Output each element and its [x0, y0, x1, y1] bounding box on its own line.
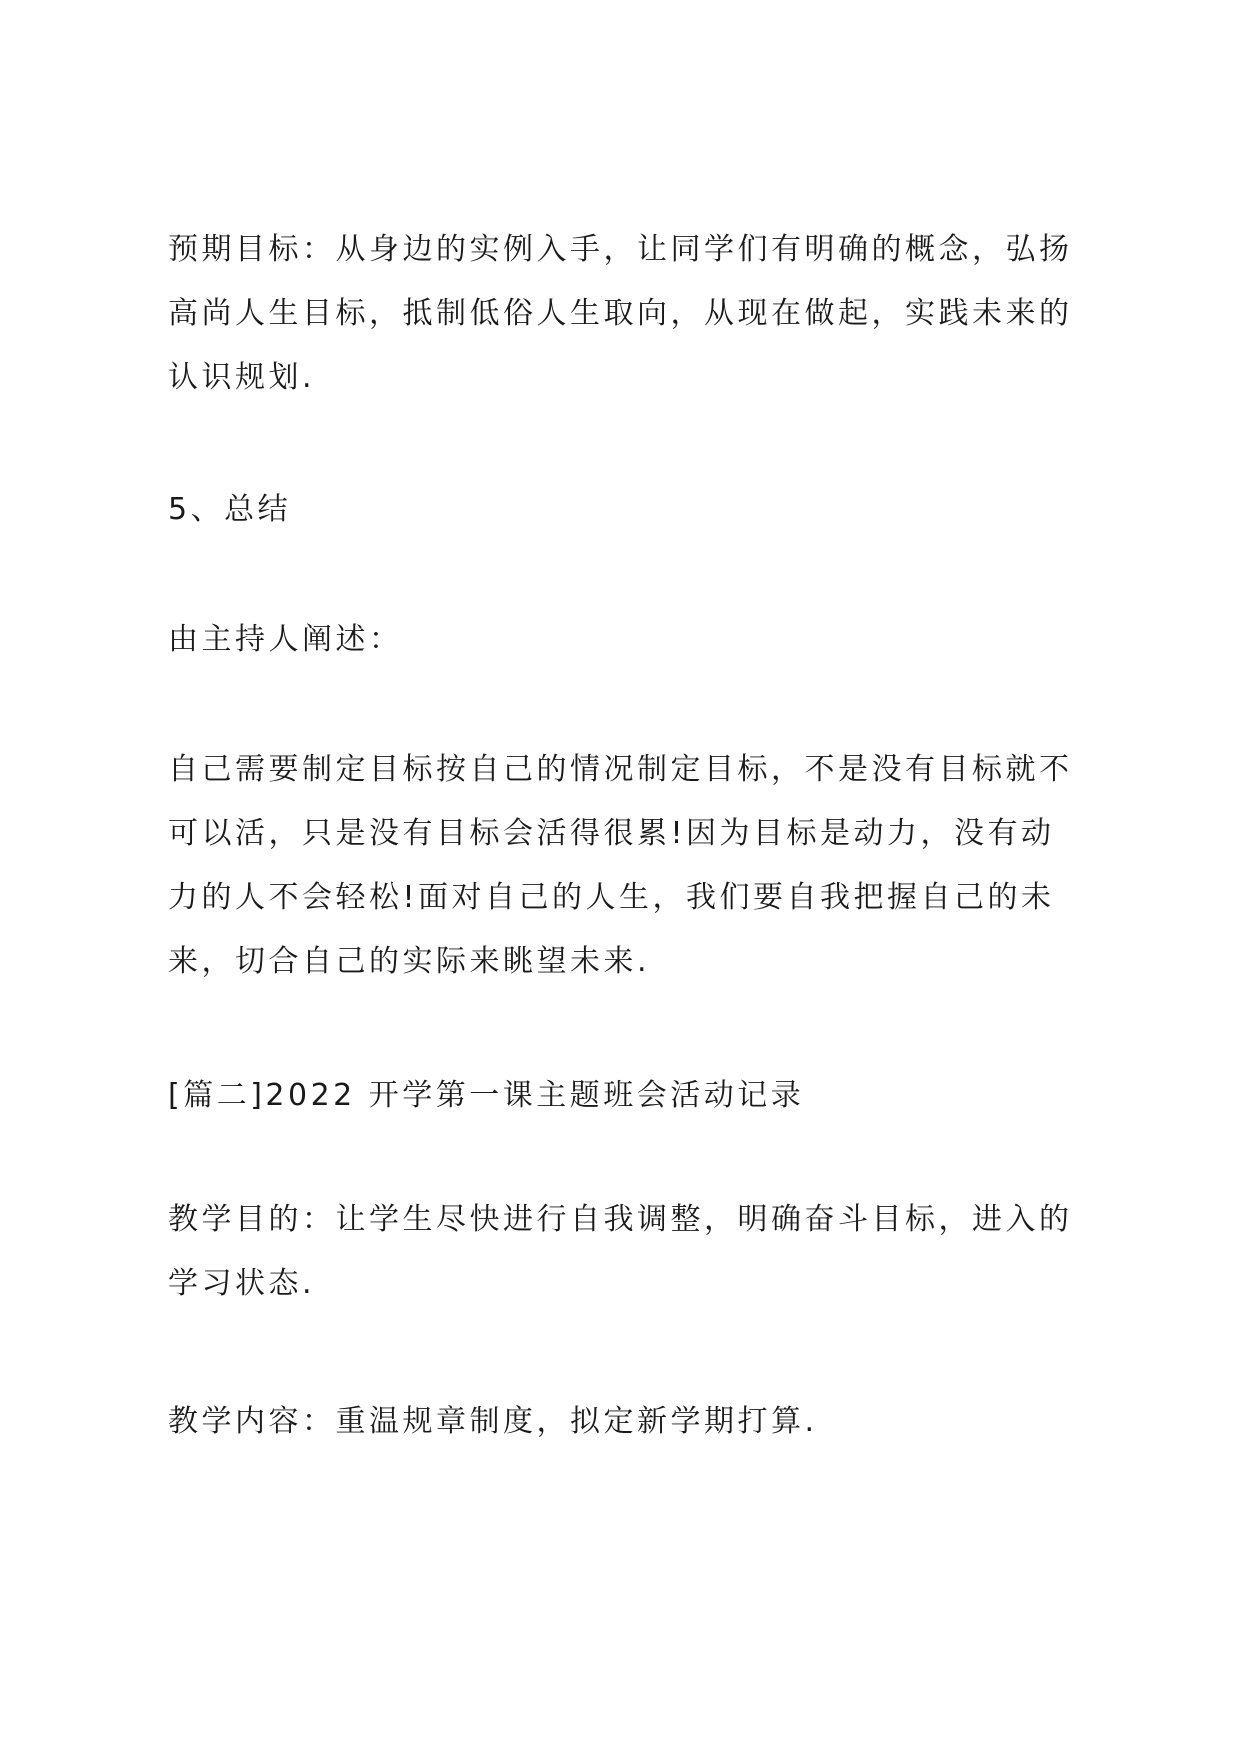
- section-heading-part-two: [篇二]2022 开学第一课主题班会活动记录: [168, 1078, 805, 1113]
- section-heading-summary: 5、总结: [168, 492, 292, 527]
- paragraph-teaching-content: 教学内容：重温规章制度，拟定新学期打算.: [168, 1404, 818, 1439]
- paragraph-host-statement: 自己需要制定目标按自己的情况制定目标，不是没有目标就不可以活，只是没有目标会活得很累!因为目标是动力，没有动力的人不会轻松!面对自己的人生，我们要自我把握自己的未来，切合自己的实际来眺望未来.: [168, 752, 1073, 979]
- document-page: [168, 0, 1088, 1754]
- paragraph-teaching-purpose: 教学目的：让学生尽快进行自我调整，明确奋斗目标，进入的学习状态.: [168, 1202, 1073, 1301]
- paragraph-host-statement-intro: 由主持人阐述：: [168, 622, 403, 657]
- paragraph-expected-goal: 预期目标：从身边的实例入手，让同学们有明确的概念，弘扬高尚人生目标，抵制低俗人生取向，从现在做起，实践未来的认识规划.: [168, 232, 1073, 395]
